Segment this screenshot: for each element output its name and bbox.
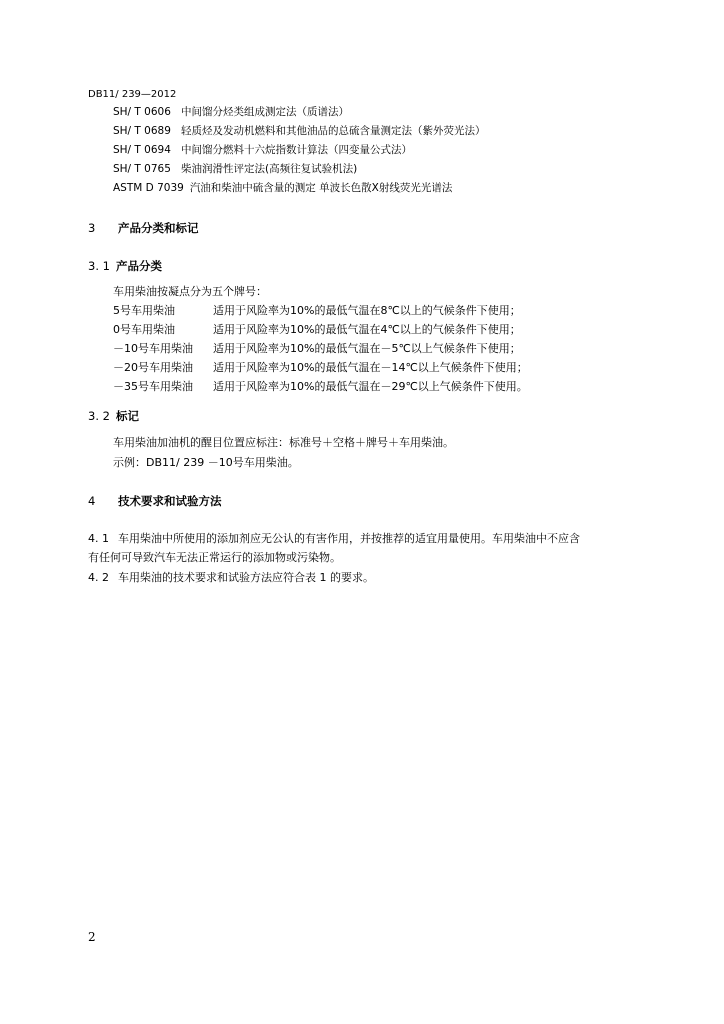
grade-name: －10号车用柴油 bbox=[113, 342, 193, 355]
grade-description: 适用于风险率为10%的最低气温在8℃以上的气候条件下使用； bbox=[213, 304, 521, 317]
reference-item bbox=[113, 124, 486, 138]
paragraph-4-2 bbox=[88, 571, 374, 585]
section-number: 3. 2 bbox=[88, 409, 110, 423]
document-number-header: DB11/ 239—2012 bbox=[88, 89, 177, 100]
paragraph-text: 车用柴油中所使用的添加剂应无公认的有害作用，并按推荐的适宜用量使用。车用柴油中不应含 bbox=[118, 532, 580, 545]
section-number: 3 bbox=[88, 221, 96, 235]
reference-item bbox=[113, 143, 412, 157]
section-4-heading bbox=[88, 494, 222, 508]
section-title: 产品分类和标记 bbox=[118, 221, 199, 235]
section-number: 3. 1 bbox=[88, 259, 110, 273]
marking-rule: 车用柴油加油机的醒目位置应标注：标准号＋空格＋牌号＋车用柴油。 bbox=[113, 436, 454, 449]
reference-title: 中间馏分烃类组成测定法（质谱法） bbox=[181, 106, 349, 118]
reference-title: 轻质烃及发动机燃料和其他油品的总硫含量测定法（紫外荧光法） bbox=[181, 125, 486, 137]
grade-name: 5号车用柴油 bbox=[113, 304, 175, 317]
reference-title: 柴油润滑性评定法(高频往复试验机法) bbox=[181, 163, 358, 175]
section-title: 产品分类 bbox=[116, 259, 162, 273]
marking-example: 示例：DB11/ 239 －10号车用柴油。 bbox=[113, 456, 299, 469]
grade-row bbox=[113, 361, 528, 375]
grade-name: －20号车用柴油 bbox=[113, 361, 193, 374]
section-number: 4 bbox=[88, 494, 96, 508]
reference-item bbox=[113, 105, 349, 119]
reference-code: SH/ T 0606 bbox=[113, 106, 171, 118]
grade-row bbox=[113, 304, 521, 318]
grade-description: 适用于风险率为10%的最低气温在－14℃以上气候条件下使用； bbox=[213, 361, 528, 374]
grade-row bbox=[113, 323, 521, 337]
page-number: 2 bbox=[88, 930, 96, 944]
section-3-2-heading bbox=[88, 409, 139, 423]
paragraph-4-1 bbox=[88, 532, 580, 546]
reference-item bbox=[113, 162, 357, 176]
reference-code: ASTM D 7039 bbox=[113, 182, 184, 194]
classification-intro: 车用柴油按凝点分为五个牌号： bbox=[113, 285, 267, 298]
reference-code: SH/ T 0694 bbox=[113, 144, 171, 156]
section-3-heading bbox=[88, 221, 199, 235]
paragraph-4-1-continuation: 有任何可导致汽车无法正常运行的添加物或污染物。 bbox=[88, 551, 341, 564]
grade-row bbox=[113, 380, 528, 394]
paragraph-number: 4. 2 bbox=[88, 571, 109, 584]
grade-description: 适用于风险率为10%的最低气温在4℃以上的气候条件下使用； bbox=[213, 323, 521, 336]
section-title: 技术要求和试验方法 bbox=[118, 494, 222, 508]
grade-row bbox=[113, 342, 521, 356]
paragraph-text: 车用柴油的技术要求和试验方法应符合表 1 的要求。 bbox=[118, 571, 374, 584]
reference-title: 中间馏分燃料十六烷指数计算法（四变量公式法） bbox=[181, 144, 412, 156]
grade-description: 适用于风险率为10%的最低气温在－5℃以上气候条件下使用； bbox=[213, 342, 521, 355]
reference-code: SH/ T 0689 bbox=[113, 125, 171, 137]
reference-title: 汽油和柴油中硫含量的测定 单波长色散X射线荧光光谱法 bbox=[189, 182, 453, 194]
paragraph-number: 4. 1 bbox=[88, 532, 109, 545]
section-3-1-heading bbox=[88, 259, 162, 273]
section-title: 标记 bbox=[116, 409, 139, 423]
grade-name: －35号车用柴油 bbox=[113, 380, 193, 393]
grade-description: 适用于风险率为10%的最低气温在－29℃以上气候条件下使用。 bbox=[213, 380, 528, 393]
reference-item bbox=[113, 181, 452, 195]
reference-code: SH/ T 0765 bbox=[113, 163, 171, 175]
grade-name: 0号车用柴油 bbox=[113, 323, 175, 336]
